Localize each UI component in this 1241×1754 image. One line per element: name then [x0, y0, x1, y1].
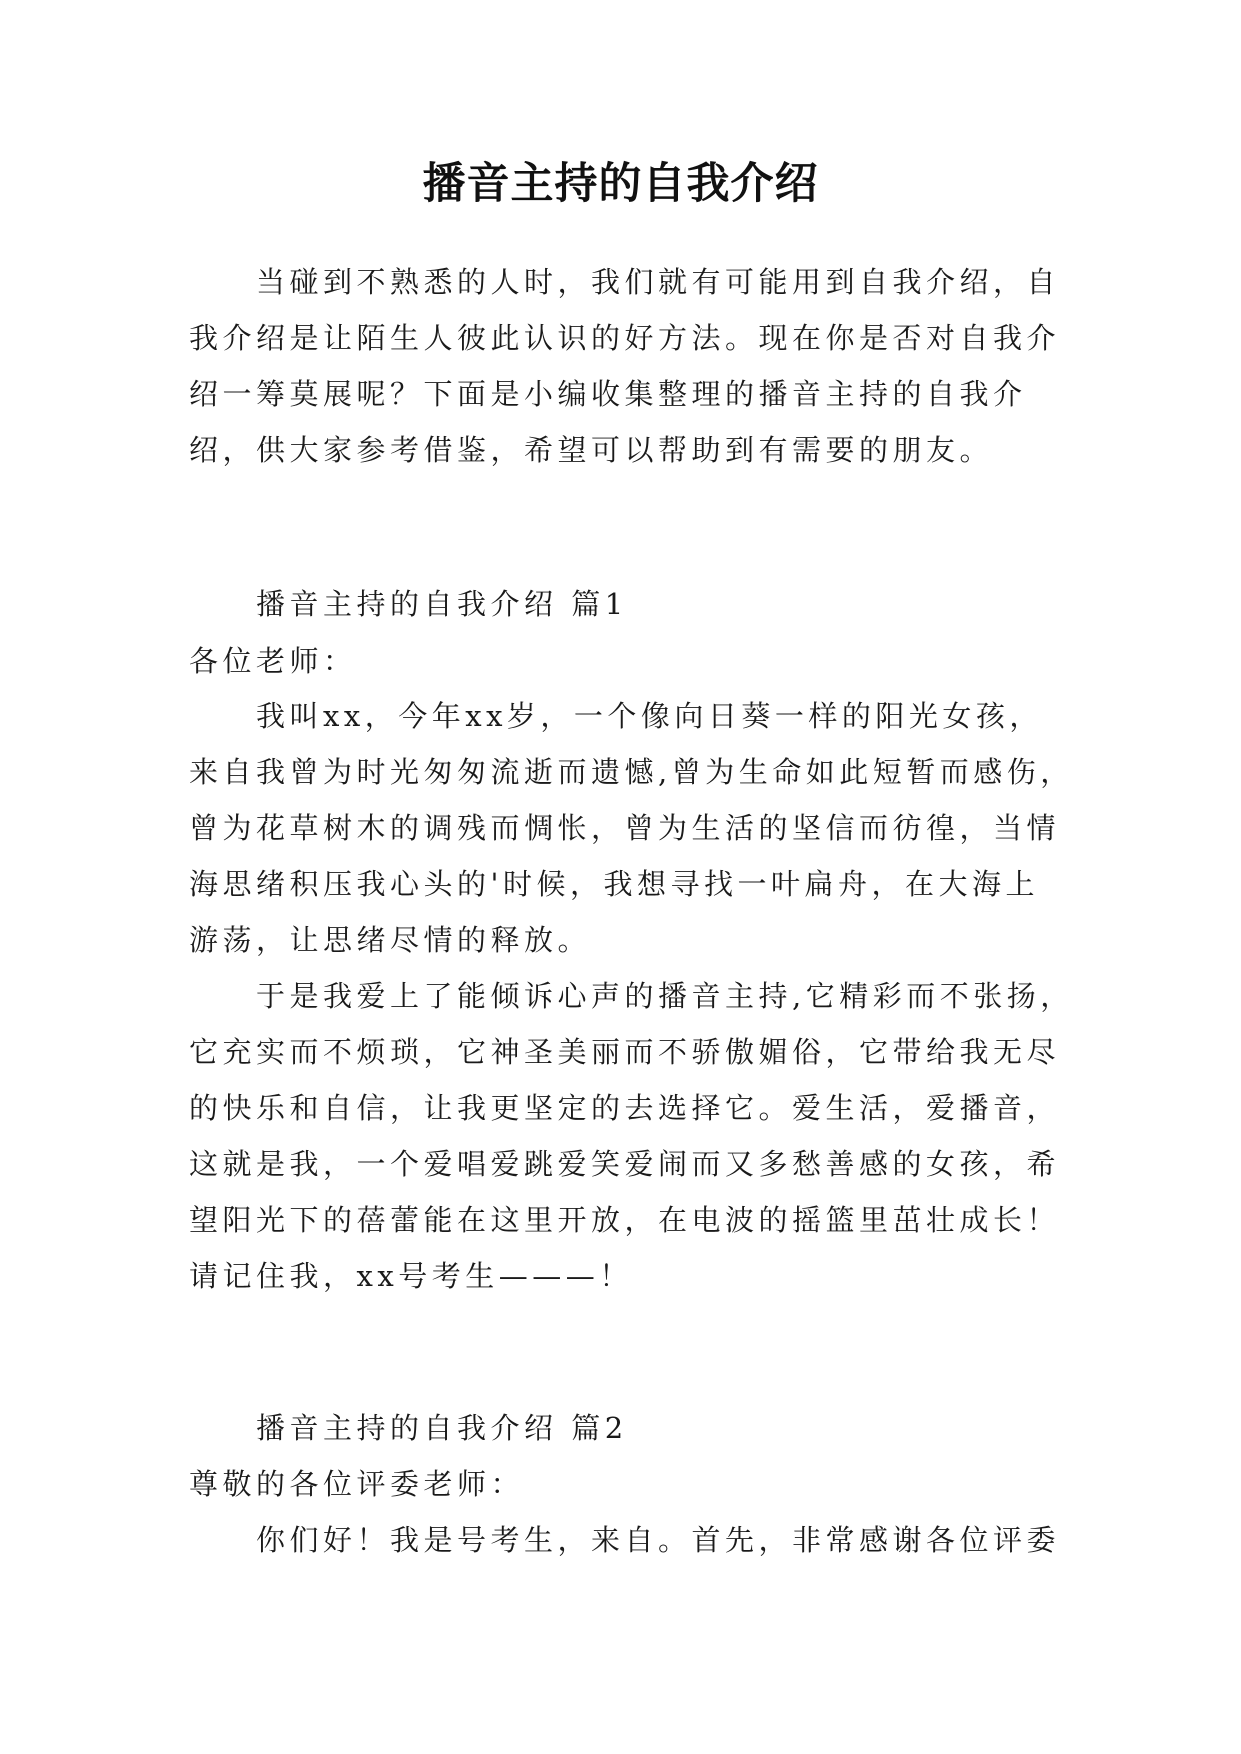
intro-line-4: 绍，供大家参考借鉴，希望可以帮助到有需要的朋友。	[189, 433, 994, 467]
body-line-11: 请记住我，xx号考生———！	[189, 1259, 633, 1293]
body-line-1: 我叫xx，今年xx岁，一个像向日葵一样的阳光女孩，	[256, 699, 1043, 733]
body-line-4: 海思绪积压我心头的'时候，我想寻找一叶扁舟，在大海上	[189, 867, 1039, 901]
body-line-12: 你们好！我是号考生，来自。首先，非常感谢各位评委	[256, 1523, 1061, 1557]
body-line-9: 这就是我，一个爱唱爱跳爱笑爱闹而又多愁善感的女孩，希	[189, 1147, 1061, 1181]
body-line-5: 游荡，让思绪尽情的释放。	[189, 923, 592, 957]
section-heading-1: 播音主持的自我介绍 篇1	[256, 587, 628, 621]
body-line-7: 它充实而不烦琐，它神圣美丽而不骄傲媚俗，它带给我无尽	[189, 1035, 1061, 1069]
intro-line-1: 当碰到不熟悉的人时，我们就有可能用到自我介绍，自	[256, 265, 1061, 299]
section-heading-2: 播音主持的自我介绍 篇2	[256, 1411, 628, 1445]
body-line-6: 于是我爱上了能倾诉心声的播音主持,它精彩而不张扬，	[256, 979, 1074, 1013]
body-line-2: 来自我曾为时光匆匆流逝而遗憾,曾为生命如此短暂而感伤，	[189, 755, 1074, 789]
intro-line-3: 绍一筹莫展呢？下面是小编收集整理的播音主持的自我介	[189, 377, 1027, 411]
body-line-10: 望阳光下的蓓蕾能在这里开放，在电波的摇篮里茁壮成长！	[189, 1203, 1061, 1237]
body-line-8: 的快乐和自信，让我更坚定的去选择它。爱生活，爱播音，	[189, 1091, 1061, 1125]
intro-line-2: 我介绍是让陌生人彼此认识的好方法。现在你是否对自我介	[189, 321, 1061, 355]
salutation-1: 各位老师：	[189, 644, 357, 678]
salutation-2: 尊敬的各位评委老师：	[189, 1467, 525, 1501]
document-title: 播音主持的自我介绍	[422, 159, 819, 209]
body-line-3: 曾为花草树木的调残而惆怅，曾为生活的坚信而彷徨，当情	[189, 811, 1061, 845]
